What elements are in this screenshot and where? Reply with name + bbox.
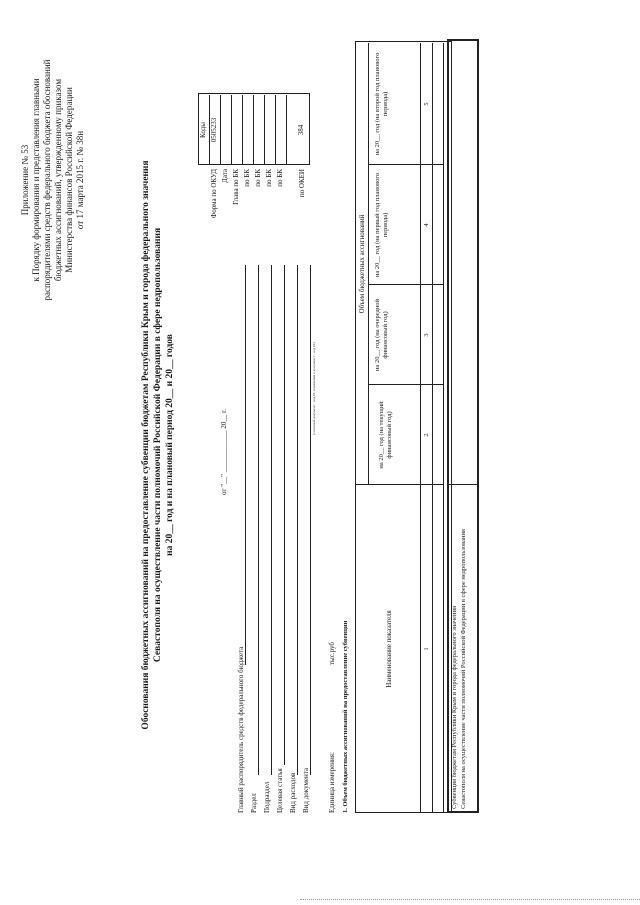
label-vid-dokumenta: Вид документа: [302, 767, 310, 813]
label-podrazdel: Подраздел: [263, 781, 271, 813]
colnum-5: 5: [423, 102, 430, 106]
col-next-year: на 20__ год (на очередной финансовый год): [374, 298, 389, 372]
title-line2: Севастополя на осуществление части полномочий Российской Федерации в сфере недропользования: [153, 227, 163, 663]
codes-divider-5: [264, 95, 265, 165]
label-razdel: Раздел: [250, 793, 258, 813]
appendix-line3: распорядителями средств федерального бюджета обоснований: [42, 59, 52, 301]
label-glava-bk: Глава по БК: [232, 169, 240, 205]
appendix-number: Приложение № 53: [20, 144, 30, 216]
label-bk-4: по БК: [276, 169, 284, 187]
label-okud: Форма по ОКУД: [210, 169, 218, 219]
field-line-vid-rashodov: [297, 265, 298, 775]
row-name-line2: Севастополя на осуществление части полномочий Российской Федерации в сфере недропользования: [460, 529, 467, 809]
table-hline-volume: [368, 43, 369, 485]
date-line: от "__" ____________ 20__ г.: [220, 408, 228, 495]
title-line1: Обоснования бюджетных ассигнований на предоставление субвенции бюджетам Республики Крым и города федерального значения: [141, 160, 151, 730]
appendix-header: [20, 15, 86, 345]
field-line-vid-dokumenta: [310, 265, 311, 775]
codes-divider-7: [286, 95, 287, 165]
codes-divider-2: [231, 95, 232, 165]
label-bk-2: по БК: [254, 169, 262, 187]
colnum-4: 4: [423, 223, 430, 227]
label-bk-3: по БК: [265, 169, 273, 187]
label-celevaya-statya: Целевая статья: [276, 768, 284, 813]
col-first-plan-year: на 20__ год (на первый год планового периода): [374, 172, 389, 278]
colnum-2: 2: [423, 433, 430, 437]
colnum-1: 1: [423, 647, 430, 651]
okei-code: 384: [297, 124, 305, 136]
label-okei: по ОКЕИ: [298, 169, 306, 198]
codes-header: Коды: [199, 122, 207, 138]
field-line-podrazdel: [271, 265, 272, 775]
table-hline-header: [420, 43, 421, 813]
appendix-line6: от 17 марта 2015 г. № 38н: [75, 130, 85, 230]
row-vline-1: [447, 484, 477, 485]
field-line-razdel: [258, 265, 259, 775]
label-date: Дата: [221, 169, 229, 183]
section-title: 1. Объем бюджетных ассигнований на предоставление субвенции: [342, 620, 349, 813]
okud-code: 0505233: [210, 117, 218, 143]
field-line-main-manager: [245, 265, 246, 665]
row-name-line1: Субвенция бюджетам Республики Крым и города федерального значения: [451, 606, 458, 809]
table-hline-row: [443, 43, 444, 813]
title-line3: на 20__ год и на плановый период 20__ и 20__ годов: [165, 334, 175, 556]
codes-divider-1: [220, 95, 221, 165]
document-title: [140, 65, 176, 825]
colnum-3: 3: [423, 333, 430, 337]
label-bk-1: по БК: [243, 169, 251, 187]
table-hline-numbers: [432, 43, 433, 813]
subsidy-table: [355, 41, 452, 813]
codes-divider-6: [275, 95, 276, 165]
codes-divider-4: [253, 95, 254, 165]
col-second-plan-year: на 20__ год (на второй год планового периода): [374, 52, 389, 156]
field-line-celevaya: [284, 265, 285, 765]
label-main-manager: Главный распорядитель средств федерального бюджета: [237, 646, 245, 813]
label-unit: Единица измерения:: [328, 752, 336, 813]
label-vid-rashodov: Вид расходов: [289, 772, 297, 813]
doc-hint: (основной документ - код 01; изменения к документу - код 02): [312, 342, 316, 435]
appendix-line2: к Порядку формирования и представления главными: [31, 78, 41, 282]
unit-value: тыс.руб: [328, 642, 336, 665]
appendix-line5: Министерства финансов Российской Федерации: [64, 87, 74, 273]
col-volume-header: Объем бюджетных ассигнований: [358, 214, 366, 314]
col-name-header: Наименование показателя: [385, 610, 393, 688]
codes-divider-3: [242, 95, 243, 165]
appendix-line4: бюджетных ассигнований, утвержденному приказом: [53, 78, 63, 282]
col-current-year: на 20__ год (на текущий финансовый год): [378, 401, 393, 469]
